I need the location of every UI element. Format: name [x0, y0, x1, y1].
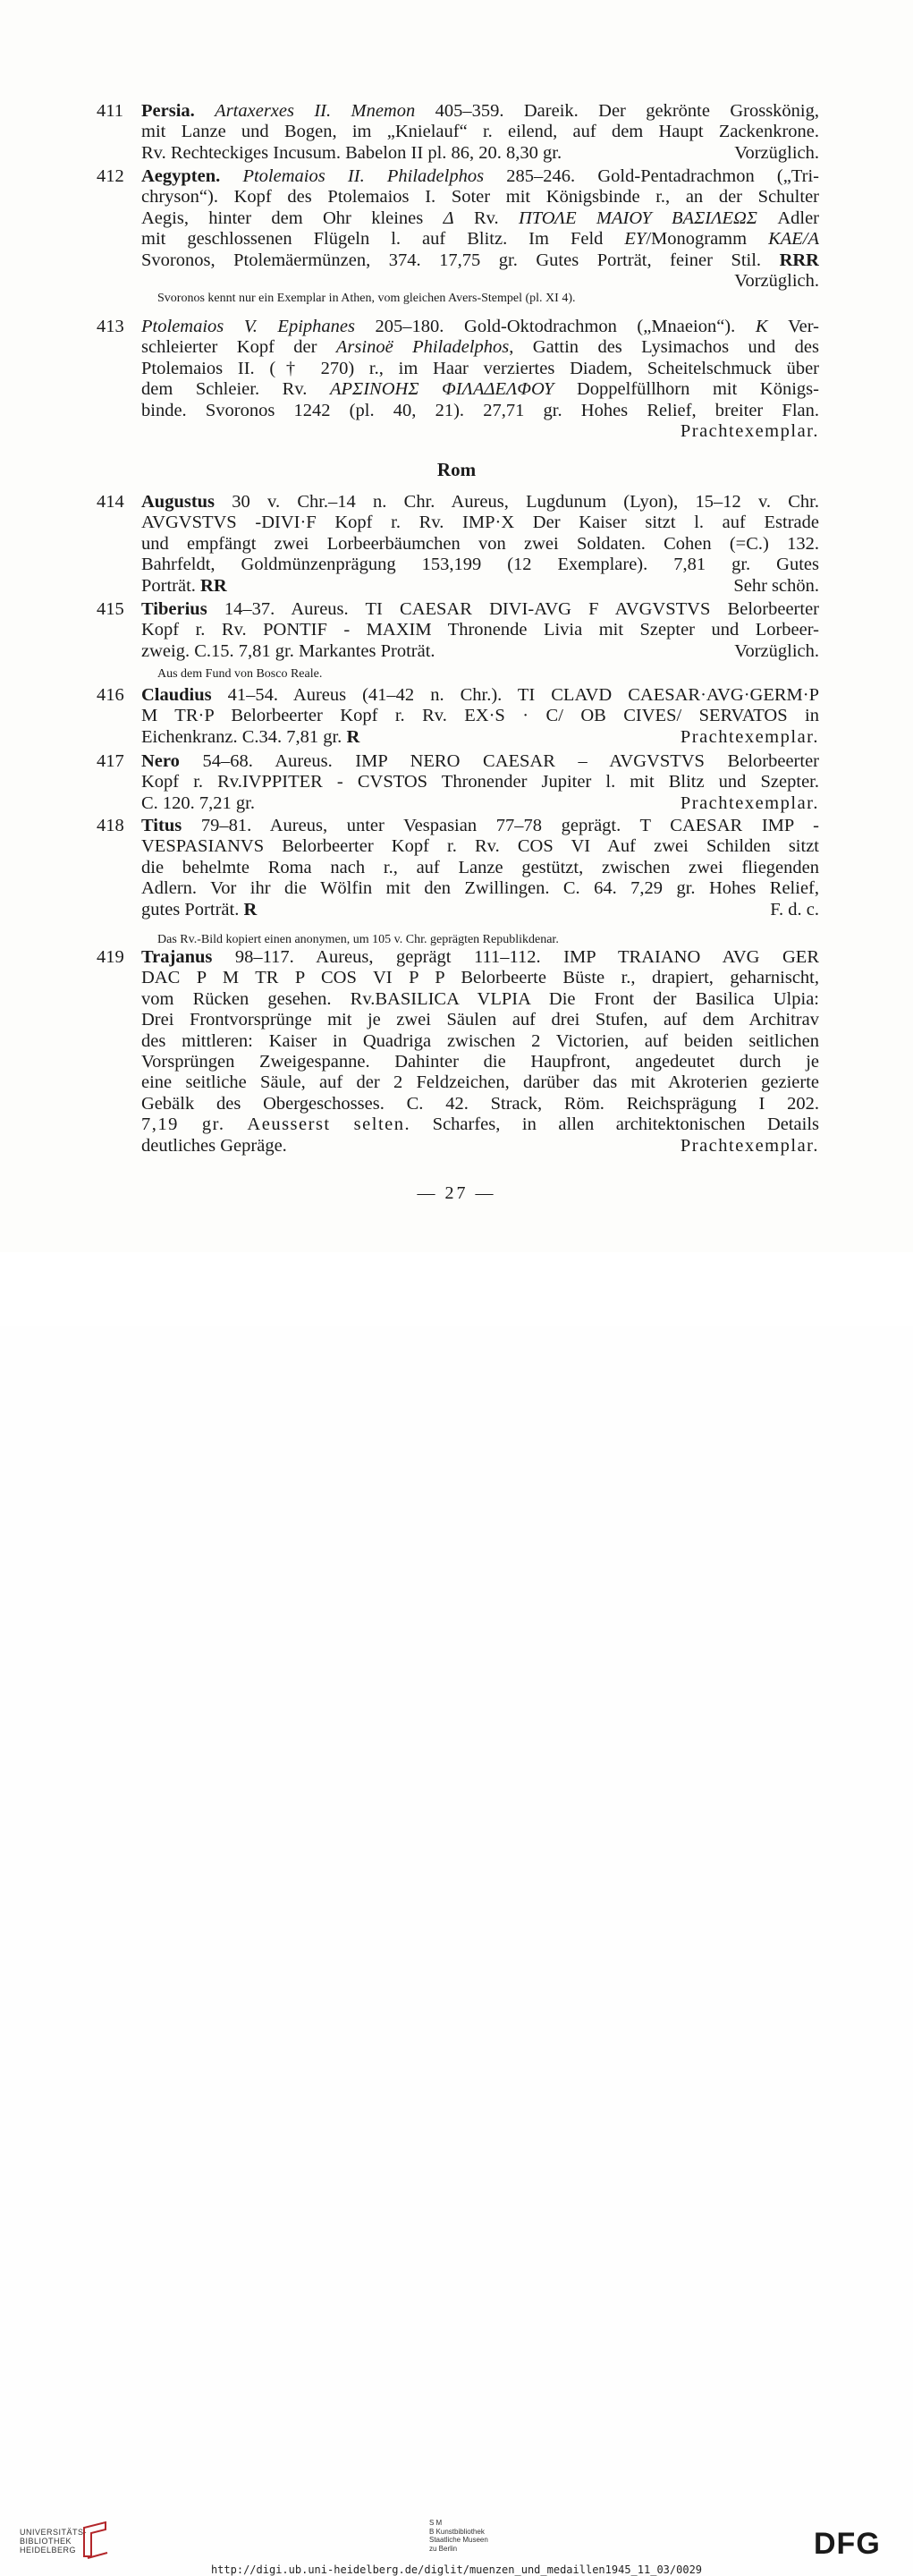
- line-main: [141, 555, 819, 574]
- entry-text: [141, 816, 819, 920]
- text-run: chryson“). Kopf des Ptolemaios I. Soter mit Königsbinde r., an der Schulter: [141, 187, 819, 208]
- text-line: [141, 1031, 819, 1052]
- catalog-entry: [97, 166, 819, 292]
- text-run: 405–359. Dareik. Der gekrönte Grosskönig,: [415, 101, 819, 121]
- page-number: — 27 —: [417, 1183, 496, 1203]
- text-line: [141, 101, 819, 122]
- text-line: [141, 836, 819, 857]
- text-run: 7,19 gr. Aeusserst selten.: [141, 1114, 411, 1135]
- text-line: [141, 816, 819, 836]
- entry-text: [141, 317, 819, 442]
- catalog-entry: [97, 101, 819, 164]
- text-run: Porträt.: [141, 575, 201, 596]
- entry-text: [141, 166, 819, 292]
- entry-number: 416: [97, 685, 124, 705]
- line-main: [141, 101, 819, 121]
- text-run: Kopf r. Rv. PONTIF - MAXIM Thronende Livia mit Szepter und Lorbeer-: [141, 620, 819, 640]
- text-line: [141, 1072, 819, 1093]
- text-run: R: [243, 899, 258, 919]
- entry-number: 417: [97, 751, 124, 771]
- grade-label: Vorzüglich.: [734, 640, 819, 661]
- text-run: Nero: [141, 751, 180, 771]
- entry-text: [141, 599, 819, 662]
- text-run: ΑΡΣΙΝΟΗΣ ΦΙΛΑΔΕΛΦΟΥ: [330, 379, 554, 400]
- catalog-page: [0, 0, 913, 1252]
- line-main: [141, 772, 819, 792]
- line-main: [141, 599, 819, 619]
- catalog-entry: [97, 816, 819, 920]
- text-run: Tiberius: [141, 599, 207, 619]
- text-run: Rv. Rechteckiges Incusum. Babelon II pl. 86, 20. 8,30 gr.: [141, 142, 562, 163]
- text-run: Doppelfüllhorn mit Königs-: [554, 379, 819, 400]
- entry-number: 413: [97, 317, 124, 336]
- text-run: Gebälk des Obergeschosses. C. 42. Strack, Röm. Reichsprägung I 202.: [141, 1093, 819, 1114]
- section-heading: Rom: [436, 459, 477, 480]
- text-run: , Gattin des Lysimachos und des: [509, 337, 819, 358]
- text-line: [141, 208, 819, 229]
- line-main: [141, 576, 227, 597]
- line-main: [141, 706, 819, 725]
- text-run: R: [346, 726, 360, 747]
- text-line: [141, 555, 819, 575]
- text-line: [141, 858, 819, 878]
- line-main: [141, 816, 819, 835]
- entry-number: 414: [97, 492, 124, 512]
- text-line: [141, 143, 819, 164]
- entry-footnote: Svoronos kennt nur ein Exemplar in Athen, vom gleichen Avers-Stempel (pl. XI 4).: [157, 292, 576, 305]
- catalog-entry: [97, 492, 819, 597]
- text-line: [141, 166, 819, 187]
- line-main: [141, 900, 257, 920]
- text-run: Bahrfeldt, Goldmünzenprägung 153,199 (12 Exemplare). 7,81 gr. Gutes: [141, 555, 819, 575]
- text-line: [141, 685, 819, 706]
- text-run: Δ: [443, 208, 454, 228]
- text-line: [141, 793, 819, 814]
- text-run: AVGVSTVS -DIVI·F Kopf r. Rv. IMP·X Der Kaiser sitzt l. auf Estrade: [141, 513, 819, 533]
- text-line: [141, 772, 819, 792]
- text-run: /Monogramm: [646, 229, 769, 250]
- line-main: [141, 1094, 819, 1114]
- footer-bar: [0, 1252, 913, 2576]
- text-run: Vorsprüngen Zweigespanne. Dahinter die Haupfront, angedeutet durch je: [141, 1052, 819, 1072]
- text-run: Ptolemaios II. Philadelphos: [242, 166, 485, 186]
- line-main: [141, 1010, 819, 1030]
- line-main: [141, 793, 255, 814]
- text-line: [141, 641, 819, 662]
- dfg-logo[interactable]: DFG: [814, 2527, 881, 2561]
- text-run: Aegypten.: [141, 166, 221, 186]
- entry-text: [141, 685, 819, 748]
- line-main: [141, 858, 819, 877]
- grade-label: Sehr schön.: [733, 575, 819, 596]
- text-run: ΠΤΟΛΕ ΜΑΙΟΥ ΒΑΣΙΛΕΩΣ: [518, 208, 757, 228]
- text-run: Adlern. Vor ihr die Wölfin mit den Zwillingen. C. 64. 7,29 gr. Hohes Relief,: [141, 878, 819, 899]
- entry-footnote: Aus dem Fund von Bosco Reale.: [157, 667, 323, 681]
- source-url-link[interactable]: http://digi.ub.uni-heidelberg.de/diglit/muenzen_und_medaillen1945_11_03/0029: [210, 2563, 703, 2576]
- catalog-entry: [97, 599, 819, 662]
- catalog-entry: [97, 685, 819, 748]
- text-run: mit Lanze und Bogen, im „Knielauf“ r. eilend, auf dem Haupt Zackenkrone.: [141, 122, 819, 142]
- text-run: zweig. C.15. 7,81 gr. Markantes Proträt.: [141, 640, 435, 661]
- line-main: [141, 947, 819, 967]
- text-run: Trajanus: [141, 947, 213, 967]
- text-line: [141, 989, 819, 1010]
- text-line: [141, 727, 819, 748]
- text-line: [141, 968, 819, 988]
- text-line: [141, 401, 819, 421]
- line-main: [141, 401, 819, 420]
- text-run: deutliches Gepräge.: [141, 1135, 287, 1156]
- library-name[interactable]: UNIVERSITÄTS- BIBLIOTHEK HEIDELBERG: [20, 2528, 88, 2555]
- grade-label: Prachtexemplar.: [680, 421, 819, 442]
- text-line: [141, 599, 819, 620]
- text-run: 285–246. Gold-Pentadrachmon („Tri-: [484, 166, 819, 186]
- text-line: [141, 706, 819, 726]
- line-main: [141, 1031, 819, 1051]
- text-run: 41–54. Aureus (41–42 n. Chr.). TI CLAVD CAESAR·AVG·GERM·P: [211, 685, 819, 705]
- text-run: schleierter Kopf der: [141, 337, 336, 358]
- text-line: [141, 576, 819, 597]
- grade-label: Vorzüglich.: [734, 271, 819, 292]
- text-run: Drei Frontvorsprünge mit je zwei Säulen auf drei Stufen, auf dem Architrav: [141, 1010, 819, 1030]
- text-line: [141, 421, 819, 442]
- text-line: [141, 337, 819, 358]
- text-run: die behelmte Roma nach r., auf Lanze gestützt, zwischen zwei fliegenden: [141, 857, 819, 877]
- catalog-entry: [97, 947, 819, 1157]
- text-run: 205–180. Gold-Oktodrachmon („Mnaeion“).: [354, 317, 756, 336]
- text-run: ΚΑΕ/Α: [768, 229, 819, 250]
- text-run: VESPASIANVS Belorbeerter Kopf r. Rv. COS VI Auf zwei Schilden sitzt: [141, 836, 819, 857]
- line-main: [141, 836, 819, 856]
- line-main: [141, 1052, 819, 1072]
- entry-number: 412: [97, 166, 124, 186]
- grade-label: Prachtexemplar.: [680, 792, 819, 813]
- text-line: [141, 1094, 819, 1114]
- text-run: Claudius: [141, 685, 212, 705]
- line-main: [141, 513, 819, 532]
- text-run: eine seitliche Säule, auf der 2 Feldzeichen, darüber das mit Akroterien gezierte: [141, 1072, 819, 1093]
- text-line: [141, 317, 819, 337]
- catalog-entry: [97, 751, 819, 814]
- text-line: [141, 1052, 819, 1072]
- text-run: binde. Svoronos 1242 (pl. 40, 21). 27,71 gr. Hohes Relief, breiter Flan.: [141, 400, 819, 420]
- text-line: [141, 229, 819, 250]
- line-main: [141, 122, 819, 141]
- line-main: [141, 229, 819, 249]
- text-run: ΕΥ: [624, 229, 647, 250]
- grade-label: Vorzüglich.: [734, 142, 819, 163]
- text-line: [141, 1114, 819, 1135]
- text-line: [141, 1136, 819, 1157]
- line-main: [141, 379, 819, 399]
- text-run: des mittleren: Kaiser in Quadriga zwischen 2 Victorien, auf beiden seitlichen: [141, 1030, 819, 1051]
- text-run: DAC P M TR P COS VI P P Belorbeerte Büste r., drapiert, geharnischt,: [141, 968, 819, 988]
- line-main: [141, 685, 819, 705]
- text-line: [141, 534, 819, 555]
- text-run: Artaxerxes II. Mnemon: [215, 101, 416, 121]
- text-line: [141, 513, 819, 533]
- entry-number: 419: [97, 947, 124, 967]
- line-main: [141, 208, 819, 228]
- text-run: Titus: [141, 816, 182, 835]
- text-run: Ptolemaios II. († 270) r., im Haar verziertes Diadem, Scheitelschmuck über: [141, 358, 819, 378]
- text-run: RRR: [779, 250, 819, 270]
- text-run: Rv.: [453, 208, 519, 228]
- line-main: [141, 1114, 819, 1134]
- text-run: Ptolemaios V. Epiphanes: [141, 317, 355, 336]
- line-main: [141, 1136, 287, 1157]
- text-run: Κ: [755, 317, 768, 336]
- line-main: [141, 878, 819, 898]
- text-run: 54–68. Aureus. IMP NERO CAESAR – AVGVSTVS Belorbeerter: [179, 751, 819, 771]
- line-main: [141, 968, 819, 987]
- line-main: [141, 989, 819, 1009]
- text-run: [220, 166, 242, 186]
- line-main: [141, 337, 819, 357]
- text-run: Augustus: [141, 492, 216, 512]
- text-run: 30 v. Chr.–14 n. Chr. Aureus, Lugdunum (Lyon), 15–12 v. Chr.: [215, 492, 819, 512]
- line-main: [141, 250, 819, 270]
- line-main: [141, 317, 819, 336]
- text-run: 98–117. Aureus, geprägt 111–112. IMP TRAIANO AVG GER: [212, 947, 819, 967]
- text-run: Ver-: [767, 317, 819, 336]
- text-run: Eichenkranz. C.34. 7,81 gr.: [141, 726, 347, 747]
- line-main: [141, 166, 819, 186]
- text-run: RR: [200, 575, 227, 596]
- text-run: Persia.: [141, 101, 195, 121]
- text-line: [141, 878, 819, 899]
- line-main: [141, 359, 819, 378]
- text-run: C. 120. 7,21 gr.: [141, 792, 255, 813]
- text-line: [141, 1010, 819, 1030]
- catalog-entry: [97, 317, 819, 442]
- entry-text: [141, 947, 819, 1157]
- text-line: [141, 250, 819, 271]
- line-main: [141, 751, 819, 771]
- text-line: [141, 492, 819, 513]
- text-run: Adler: [757, 208, 819, 228]
- text-run: mit geschlossenen Flügeln l. auf Blitz. Im Feld: [141, 229, 625, 250]
- line-main: [141, 641, 435, 662]
- text-run: 14–37. Aureus. TI CAESAR DIVI-AVG F AVGVSTVS Belorbeerter: [207, 599, 819, 619]
- entry-footnote: Das Rv.-Bild kopiert einen anonymen, um 105 v. Chr. geprägten Republikdenar.: [157, 933, 559, 946]
- text-run: Svoronos, Ptolemäermünzen, 374. 17,75 gr. Gutes Porträt, feiner Stil.: [141, 250, 780, 270]
- text-line: [141, 379, 819, 400]
- text-run: 79–81. Aureus, unter Vespasian 77–78 geprägt. T CAESAR IMP -: [182, 816, 819, 835]
- text-run: M TR·P Belorbeerter Kopf r. Rv. EX·S · C/ OB CIVES/ SERVATOS in: [141, 706, 819, 726]
- text-run: Scharfes, in allen architektonischen Details: [410, 1114, 819, 1135]
- text-line: [141, 620, 819, 640]
- library-logo-icon[interactable]: [80, 2521, 111, 2560]
- text-run: Kopf r. Rv.IVPPITER - CVSTOS Thronender Jupiter l. mit Blitz und Szepter.: [141, 772, 819, 792]
- entry-text: [141, 751, 819, 814]
- text-line: [141, 271, 819, 292]
- line-main: [141, 492, 819, 512]
- text-line: [141, 751, 819, 772]
- grade-label: Prachtexemplar.: [680, 1135, 819, 1156]
- text-line: [141, 359, 819, 379]
- text-run: [195, 101, 215, 121]
- entry-text: [141, 101, 819, 164]
- text-line: [141, 187, 819, 208]
- line-main: [141, 620, 819, 640]
- line-main: [141, 534, 819, 554]
- entry-text: [141, 492, 819, 597]
- text-run: gutes Porträt.: [141, 899, 244, 919]
- entry-number: 418: [97, 816, 124, 835]
- text-run: Aegis, hinter dem Ohr kleines: [141, 208, 444, 228]
- text-run: vom Rücken gesehen. Rv.BASILICA VLPIA Die Front der Basilica Ulpia:: [141, 988, 819, 1009]
- grade-label: F. d. c.: [770, 899, 819, 919]
- text-line: [141, 122, 819, 142]
- text-run: und empfängt zwei Lorbeerbäumchen von zwei Soldaten. Cohen (=C.) 132.: [141, 533, 819, 554]
- line-main: [141, 1072, 819, 1092]
- text-run: Arsinoë Philadelphos: [335, 337, 510, 358]
- text-line: [141, 900, 819, 920]
- line-main: [141, 727, 359, 748]
- entry-number: 411: [97, 101, 123, 121]
- text-line: [141, 947, 819, 968]
- entry-number: 415: [97, 599, 124, 619]
- text-run: dem Schleier. Rv.: [141, 379, 330, 400]
- line-main: [141, 187, 819, 207]
- museum-credit[interactable]: S M B Kunstbibliothek Staatliche Museen zu Berlin: [429, 2519, 488, 2553]
- line-main: [141, 143, 562, 164]
- grade-label: Prachtexemplar.: [680, 726, 819, 747]
